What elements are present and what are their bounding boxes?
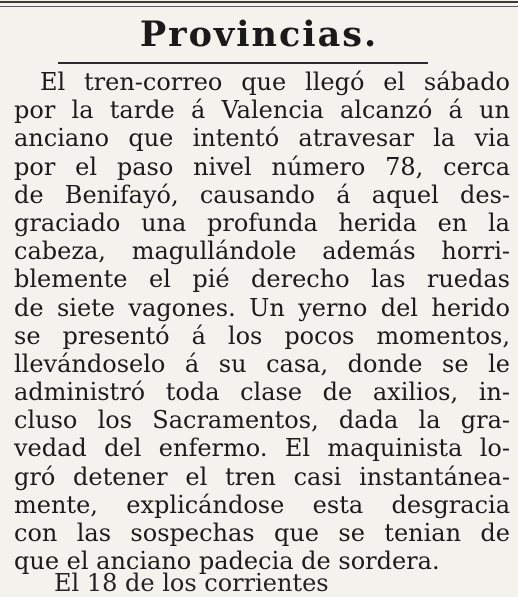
- article-line: gró detener el tren casi instantánea-: [14, 462, 510, 491]
- next-article-fragment: [14, 569, 510, 597]
- article-line: mente, explicándose esta desgracia: [14, 490, 510, 519]
- article-line: de siete vagones. Un yerno del herido: [14, 293, 510, 322]
- article-line: El tren-correo que llegó el sábado: [40, 68, 510, 96]
- article-line: cluso los Sacramentos, dada la gra-: [14, 406, 510, 435]
- article-line: que el anciano padecia de sordera.: [14, 547, 440, 576]
- article-line: se presentó á los pocos momentos,: [14, 321, 510, 350]
- article-body: [14, 68, 510, 575]
- article-line: vedad del enfermo. El maquinista lo-: [14, 434, 510, 463]
- section-title: Provincias.: [139, 14, 379, 55]
- article-line: por la tarde á Valencia alcanzó á un: [14, 96, 510, 125]
- article-line: blemente el pié derecho las ruedas: [14, 265, 510, 294]
- article-line: graciado una profunda herida en la: [14, 208, 510, 237]
- article-line: cabeza, magullándole además horri-: [14, 237, 510, 266]
- article-line: con las sospechas que se tenian de: [14, 519, 510, 547]
- next-article-fragment-text: El 18 de los corrientes: [54, 569, 329, 597]
- article-line: administró toda clase de axilios, in-: [14, 378, 510, 407]
- article-line: anciano que intentó atravesar la via: [14, 124, 510, 153]
- article-line: de Benifayó, causando á aquel des-: [14, 180, 510, 209]
- article-line: llevándoselo á su casa, donde se le: [14, 349, 510, 378]
- top-column-rule-thin: [0, 6, 518, 7]
- section-title-underline: [58, 62, 428, 64]
- top-column-rule: [0, 1, 518, 3]
- article-line: por el paso nivel número 78, cerca: [14, 152, 510, 181]
